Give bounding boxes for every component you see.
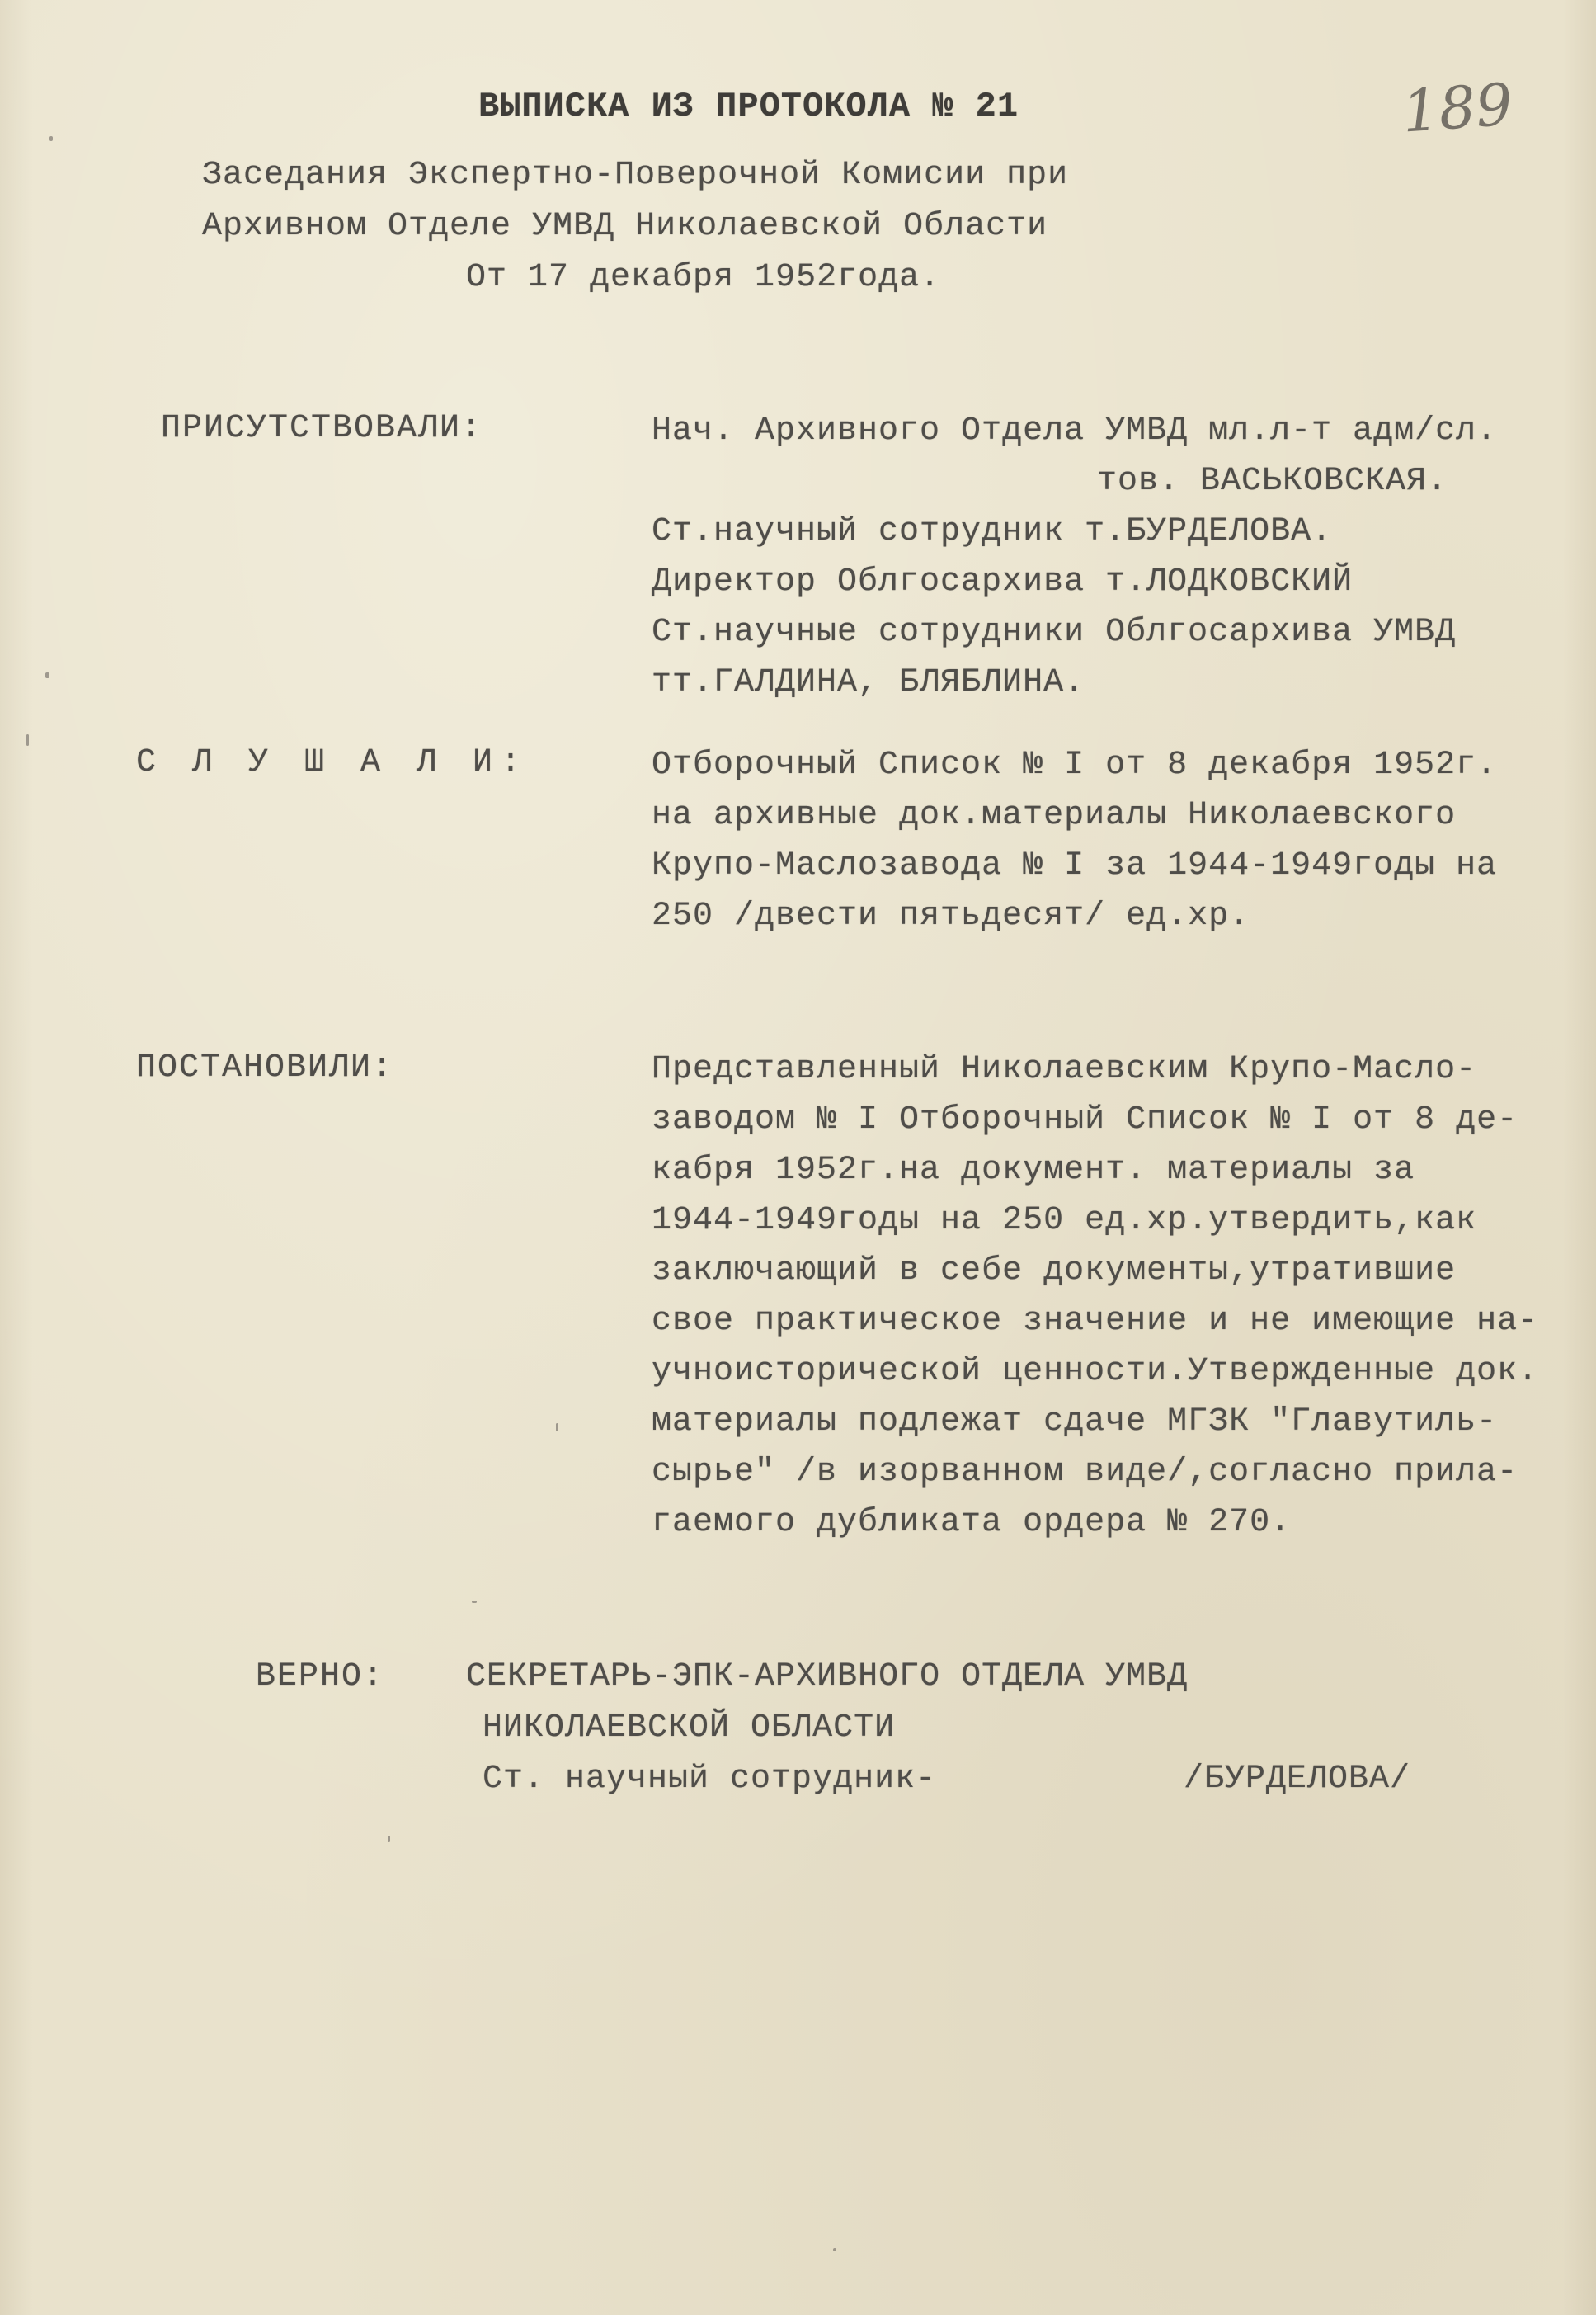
- certification-label: ВЕРНО:: [256, 1658, 385, 1695]
- resolved-line: материалы подлежат сдаче МГЗК "Главутиль-: [652, 1403, 1498, 1440]
- heard-line: Крупо-Маслозавода № I за 1944-1949годы на: [652, 847, 1498, 884]
- paper-speck: [49, 136, 53, 141]
- heard-line: на архивные док.материалы Николаевского: [652, 797, 1457, 834]
- present-line: тов. ВАСЬКОВСКАЯ.: [1097, 463, 1448, 500]
- resolved-line: кабря 1952г.на документ. материалы за: [652, 1152, 1415, 1189]
- certification-position-line-1: СЕКРЕТАРЬ-ЭПК-АРХИВНОГО ОТДЕЛА УМВД: [466, 1658, 1189, 1695]
- paper-speck: [26, 734, 29, 746]
- resolved-line: заводом № I Отборочный Список № I от 8 де-: [652, 1101, 1518, 1139]
- heard-line: 250 /двести пятьдесят/ ед.хр.: [652, 898, 1250, 935]
- present-line: Нач. Архивного Отдела УМВД мл.л-т адм/сл.: [652, 413, 1498, 450]
- resolved-line: учноисторической ценности.Утвержденные док.: [652, 1353, 1539, 1390]
- present-label: ПРИСУТСТВОВАЛИ:: [161, 410, 483, 447]
- present-line: Директор Облгосархива т.ЛОДКОВСКИЙ: [652, 563, 1354, 601]
- heard-line: Отборочный Список № I от 8 декабря 1952г.: [652, 747, 1498, 784]
- resolved-line: свое практическое значение и не имеющие на-: [652, 1303, 1539, 1340]
- paper-speck: [45, 672, 49, 678]
- paper-speck: [388, 1836, 390, 1842]
- paper-speck: [472, 1601, 477, 1603]
- resolved-line: 1944-1949годы на 250 ед.хр.утвердить,как: [652, 1202, 1477, 1239]
- certification-position-line-2: НИКОЛАЕВСКОЙ ОБЛАСТИ: [483, 1709, 896, 1747]
- document-title: ВЫПИСКА ИЗ ПРОТОКОЛА № 21: [478, 87, 1019, 126]
- paper-speck: [556, 1423, 558, 1431]
- header-subtitle-line-2: Архивном Отделе УМВД Николаевской Области: [202, 208, 1048, 245]
- resolved-line: сырье" /в изорванном виде/,согласно прила-: [652, 1454, 1518, 1491]
- present-line: тт.ГАЛДИНА, БЛЯБЛИНА.: [652, 664, 1085, 701]
- header-date-line: От 17 декабря 1952года.: [466, 259, 941, 296]
- handwritten-page-number: 189: [1400, 70, 1515, 146]
- heard-label: С Л У Ш А Л И:: [136, 744, 530, 781]
- resolved-line: заключающий в себе документы,утратившие: [652, 1252, 1457, 1290]
- paper-speck: [833, 2248, 836, 2251]
- present-line: Ст.научные сотрудники Облгосархива УМВД: [652, 614, 1457, 651]
- resolved-line: Представленный Николаевским Крупо-Масло-: [652, 1051, 1477, 1088]
- resolved-line: гаемого дубликата ордера № 270.: [652, 1504, 1292, 1541]
- certification-signer-title: Ст. научный сотрудник-: [483, 1761, 937, 1798]
- header-subtitle-line-1: Заседания Экспертно-Поверочной Комисии при: [202, 157, 1069, 194]
- certification-signer-name: /БУРДЕЛОВА/: [1184, 1761, 1411, 1798]
- present-line: Ст.научный сотрудник т.БУРДЕЛОВА.: [652, 513, 1333, 550]
- resolved-label: ПОСТАНОВИЛИ:: [136, 1049, 394, 1087]
